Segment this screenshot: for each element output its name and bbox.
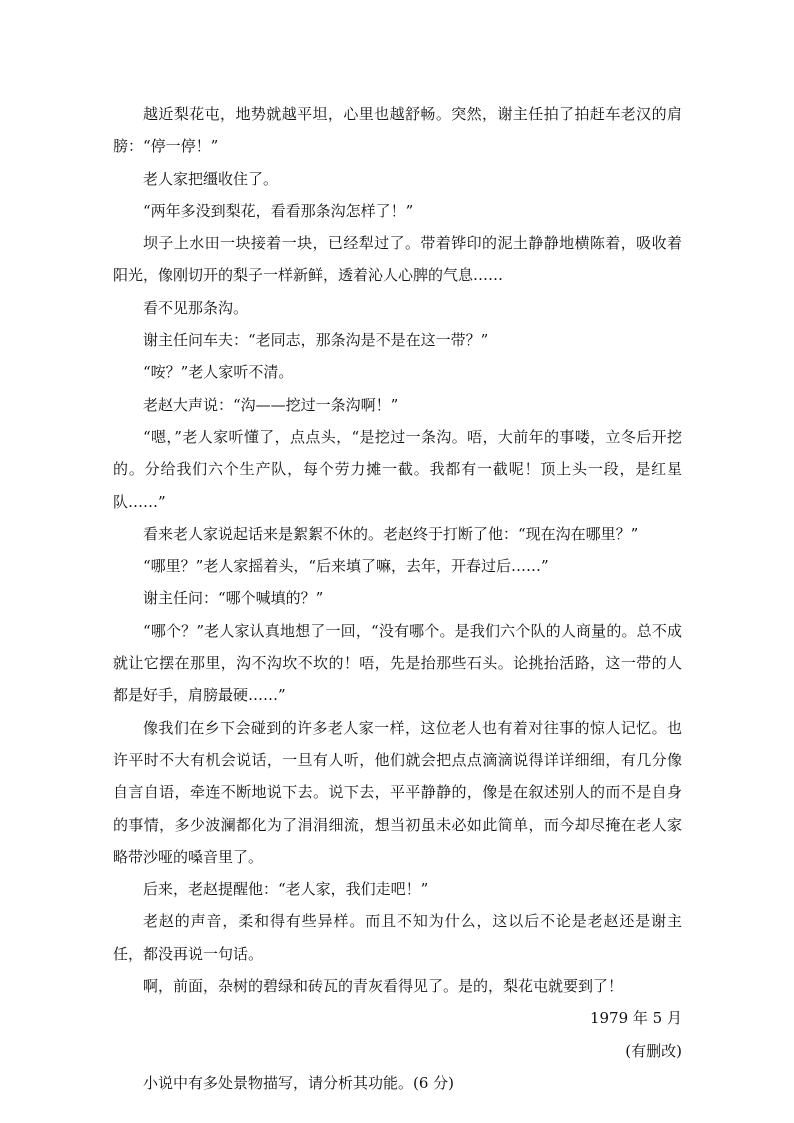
paragraph: 坝子上水田一块接着一块，已经犁过了。带着铧印的泥土静静地横陈着，吸收着阳光，像刚切开的梨子一样新鲜，透着沁人心脾的气息……	[113, 234, 682, 285]
paragraph: 谢主任问车夫：“老同志，那条沟是不是在这一带？”	[143, 331, 489, 350]
paragraph: “两年多没到梨花，看看那条沟怎样了！”	[143, 201, 414, 220]
paragraph: 后来，老赵提醒他：“老人家，我们走吧！”	[143, 880, 429, 899]
paragraph: 谢主任问：“哪个喊填的？”	[143, 589, 324, 608]
document-body	[113, 98, 682, 1099]
note-line: (有删改)	[625, 1041, 682, 1060]
paragraph: “咹？”老人家听不清。	[143, 363, 294, 382]
paragraph: 老赵大声说：“沟——挖过一条沟啊！”	[143, 395, 399, 414]
paragraph: “哪个？”老人家认真地想了一回，“没有哪个。是我们六个队的人商量的。总不成就让它摆在那里，沟不沟坎不坎的！唔，先是抬那些石头。论挑抬活路，这一带的人都是好手，肩膀最硬……”	[113, 621, 682, 705]
date-line: 1979 年 5 月	[589, 1009, 682, 1028]
paragraph: 越近梨花屯，地势就越平坦，心里也越舒畅。突然，谢主任拍了拍赶车老汉的肩膀：“停一停！”	[113, 105, 682, 156]
paragraph: 看来老人家说起话来是絮絮不休的。老赵终于打断了他：“现在沟在哪里？”	[143, 524, 639, 543]
paragraph: “嗯，”老人家听懂了，点点头，“是挖过一条沟。唔，大前年的事喽，立冬后开挖的。分给我们六个生产队，每个劳力摊一截。我都有一截呢！顶上头一段，是红星队……”	[113, 427, 682, 511]
paragraph: 老赵的声音，柔和得有些异样。而且不知为什么，这以后不论是老赵还是谢主任，都没再说一句话。	[113, 912, 682, 963]
question: 小说中有多处景物描写，请分析其功能。(6 分)	[143, 1073, 455, 1092]
paragraph: 老人家把缰收住了。	[143, 169, 279, 188]
paragraph: “哪里？”老人家摇着头，“后来填了嘛，去年，开春过后……”	[143, 557, 549, 576]
paragraph: 啊，前面，杂树的碧绿和砖瓦的青灰看得见了。是的，梨花屯就要到了！	[143, 977, 624, 996]
paragraph: 像我们在乡下会碰到的许多老人家一样，这位老人也有着对往事的惊人记忆。也许平时不大有机会说话，一旦有人听，他们就会把点点滴滴说得详详细细，有几分像自言自语，牵连不断地说下去。说下去，平平静静的，像是在叙述别人的而不是自身的事情，多少波澜都化为了涓涓细流，想当初虽未必如此简单，而今却尽掩在老人家略带沙哑的嗓音里了。	[113, 718, 682, 866]
paragraph: 看不见那条沟。	[143, 298, 249, 317]
